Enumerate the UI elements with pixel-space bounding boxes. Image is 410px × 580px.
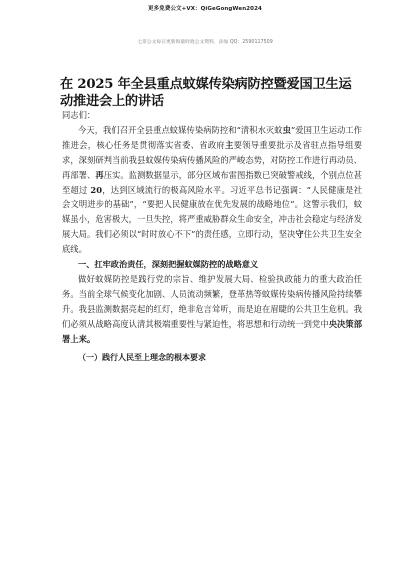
document-title: 在 2025 年全县重点蚊媒传染病防控暨爱国卫生运动推进会上的讲话 <box>60 77 352 109</box>
text-segment: 主 <box>225 139 234 150</box>
sub-promo-note: 七哥公文每日更新海量时政公文资料，添加 QQ：2590117509 <box>137 40 273 45</box>
text-segment: 守 <box>295 229 304 240</box>
text-segment: 央决策部署上来。 <box>62 318 362 344</box>
text-segment: 今天，我们召开全县重点蚊媒传染病防控和“清积水灭蚊 <box>78 124 283 135</box>
section-heading-1: 一、扛牢政治责任，深刻把握蚊媒防控的战略意义 <box>78 259 259 270</box>
text-segment: 20 <box>90 184 102 195</box>
text-segment: ”爱国卫生运动工作推进会，核心任务是贯彻落实省委、省政府 <box>62 124 362 150</box>
text-segment: 住公共卫生安全底线。 <box>62 229 362 255</box>
text-segment: 再 <box>95 169 104 180</box>
subsection-heading-1: （一）践行人民至上理念的根本要求 <box>78 352 206 362</box>
text-segment: ，达到区域流行的极高风险水平。习近平总书记强调：“人民健康是社会文明进步的基础”，“要把人民健康放在优先发展的战略地位”。这警示我们，蚊媒虽小，危害极大，一旦失控，将严重威胁群众生命安全，冲击社会稳定与经济发展大局。我们必须以“时时放心不下”的责任感，立即行动，坚决 <box>62 184 362 240</box>
section-1-paragraph <box>62 272 362 347</box>
document-body <box>62 108 362 365</box>
top-promo-note: 更多免费公文+VX：QiGeGongWen2024 <box>148 6 262 12</box>
text-segment: 做好蚊媒防控是践行党的宗旨、维护发展大局、检验执政能力的重大政治任务。当前全球气候变化加剧、人员流动频繁，登革热等蚊媒传染病传播风险持续攀升。我县监测数据亮起的红灯，绝非危言耸听，而是迫在眉睫的公共卫生危机。我们必须从战略高度认清其极端重要性与紧迫性，将思想和行动统一到党中 <box>62 273 362 329</box>
text-segment: 虫 <box>282 124 291 135</box>
intro-paragraph <box>62 123 362 257</box>
greeting: 同志们： <box>62 110 96 120</box>
text-segment: 要领导重要批示及省驻点指导组要求，深刻研判当前我县蚊媒传染病传播风险的严峻态势，对防控工作进行再动员、再部署、 <box>62 139 362 180</box>
text-segment: 压实。监测数据显示，部分区域布雷图指数已突破警戒线，个别点位甚至超过 <box>62 169 362 195</box>
